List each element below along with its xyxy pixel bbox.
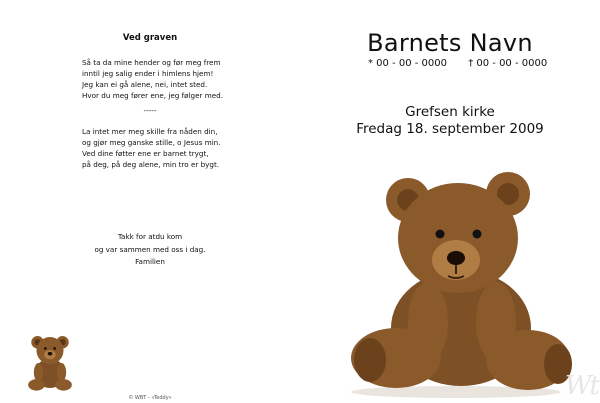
verse-1 — [82, 57, 223, 101]
thanks-line: Familien — [135, 257, 165, 266]
right-page — [300, 0, 600, 403]
verse-line: Så ta da mine hender og før meg frem — [82, 58, 221, 67]
verse-line: Jeg kan ei gå alene, nei, intet sted. — [82, 80, 208, 89]
life-dates — [368, 58, 565, 69]
verse-line: Ved dine føtter ene er barnet trygt, — [82, 149, 209, 158]
watermark-logo: Wt — [564, 371, 598, 401]
thanks-line: Takk for atdu kom — [117, 232, 183, 241]
thanks-block — [0, 231, 300, 269]
verse-line: La intet mer meg skille fra nåden din, — [82, 127, 218, 136]
verse-line: på deg, på deg alene, min tro er bygt. — [82, 160, 220, 169]
birth-date: * 00 - 00 - 0000 — [368, 58, 448, 69]
child-name: Barnets Navn — [367, 29, 533, 57]
verse-line: inntil jeg salig ender i himlens hjem! — [82, 69, 214, 78]
church-name: Grefsen kirke — [405, 104, 495, 120]
verse-divider: ----- — [143, 106, 157, 115]
verse-line: og gjør meg ganske stille, o Jesus min. — [82, 138, 221, 147]
teddy-bear-icon — [24, 330, 76, 394]
death-date: † 00 - 00 - 0000 — [468, 58, 548, 69]
ceremony-date: Fredag 18. september 2009 — [356, 121, 544, 137]
verse-2 — [82, 126, 221, 170]
thanks-line: og var sammen med oss i dag. — [94, 244, 206, 254]
credit-text: © WBT - «Teddy» — [128, 395, 172, 401]
verse-line: Hvor du meg fører ene, jeg følger med. — [82, 91, 224, 100]
poem-title: Ved graven — [122, 33, 178, 43]
teddy-bear-icon — [336, 160, 576, 400]
